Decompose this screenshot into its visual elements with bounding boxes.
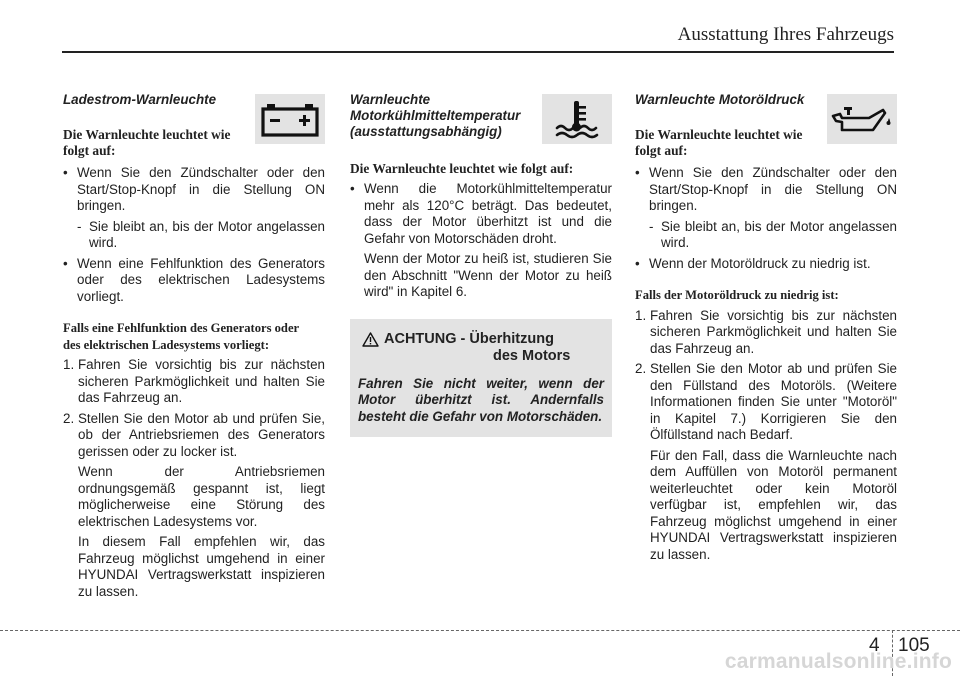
lead-line: Die Warnleuchte leuchtet wie: [63, 127, 231, 142]
caution-title-line: des Motors: [493, 347, 571, 364]
caution-heading: [358, 331, 604, 365]
step-number: 2.: [635, 361, 647, 376]
list-item: [635, 165, 897, 215]
step-number: 1.: [635, 307, 647, 323]
caution-title: [384, 331, 604, 365]
section-title-line: Motorkühlmitteltemperatur: [350, 108, 521, 123]
section-title: [350, 92, 540, 140]
page-number: 105: [898, 635, 930, 656]
paragraph: In diesem Fall empfehlen wir, das Fahrzeug möglichst umgehend in einer HYUNDAI Vertragswerkstatt inspizieren zu lassen.: [78, 534, 325, 599]
list-item: [63, 411, 325, 461]
section-head-text: [63, 92, 243, 159]
header-rule: [62, 51, 894, 53]
battery-icon: [255, 94, 325, 144]
section-head-text: [635, 92, 825, 159]
lead-text: [635, 127, 825, 159]
list-item-text: Sie bleibt an, bis der Motor angelassen wird.: [661, 218, 897, 250]
section-coolant-warning: [350, 92, 612, 437]
lead-line: Die Warnleuchte leuchtet wie: [635, 127, 803, 142]
lead-line: folgt auf:: [63, 143, 116, 158]
section-title-line: (ausstattungsabhängig): [350, 124, 502, 139]
lead-text: Die Warnleuchte leuchtet wie folgt auf:: [350, 161, 574, 176]
section-head: [63, 92, 325, 159]
bullet-marker: •: [635, 165, 640, 180]
page-header-title: Ausstattung Ihres Fahrzeugs: [677, 24, 894, 45]
list-item-text: Wenn Sie den Zündschalter oder den Start/Stop-Knopf in die Stellung ON bringen.: [649, 165, 897, 213]
section-head: [635, 92, 897, 159]
list-item-text: Wenn die Motorkühlmitteltemperatur mehr als 120°C beträgt. Das bedeutet, dass der Motor überhitzt ist und die Gefahr von Motorschäden droht.: [364, 181, 612, 246]
subheading-line: Falls eine Fehlfunktion des Generators oder: [63, 321, 300, 335]
footer-rule: [0, 630, 960, 631]
section-title: Warnleuchte Motoröldruck: [635, 92, 805, 107]
section-oil-pressure-warning: [635, 92, 897, 563]
chapter-number: 4: [869, 635, 880, 656]
subheading: [63, 320, 325, 353]
caution-box: [350, 319, 612, 438]
warning-triangle-icon: [362, 332, 384, 352]
paragraph: Für den Fall, dass die Warnleuchte nach dem Auffüllen von Motoröl permanent weiterleuchtet oder kein Motoröl verfügbar ist, empfehlen wir, das Fahrzeug möglichst umgehend in einer HYUNDAI Vertragswerkstatt inspizieren zu lassen.: [650, 447, 897, 562]
list-item-text: Sie bleibt an, bis der Motor angelassen wird.: [89, 218, 325, 250]
list-item: [635, 361, 897, 444]
caution-text: Fahren Sie nicht weiter, wenn der Motor überhitzt ist. Andernfalls besteht die Gefahr von Motorschäden.: [358, 375, 604, 424]
list-item-text: Stellen Sie den Motor ab und prüfen Sie den Füllstand des Motoröls. (Weitere Informationen finden Sie unter "Motoröl" in Kapitel 7.) Korrigieren Sie den Ölfüllstand nach Bedarf.: [650, 361, 897, 442]
list-item-text: Wenn Sie den Zündschalter oder den Start/Stop-Knopf in die Stellung ON bringen.: [77, 165, 325, 213]
list-item: [63, 219, 325, 252]
bullet-marker: •: [350, 181, 355, 196]
watermark: carmanualsonline.info: [724, 650, 952, 673]
list-item: [635, 308, 897, 358]
paragraph: Wenn der Antriebsriemen ordnungsgemäß gespannt ist, liegt möglicherweise eine Störung des elektrischen Ladesystems vor.: [78, 464, 325, 529]
list-item-text: Fahren Sie vorsichtig bis zur nächsten sicheren Parkmöglichkeit und halten Sie das Fahrzeug an.: [78, 357, 325, 405]
list-item-text: Wenn eine Fehlfunktion des Generators oder des elektrischen Ladesystems vorliegt.: [77, 255, 325, 304]
section-title-line: Warnleuchte: [350, 92, 431, 107]
list-item: [63, 357, 325, 407]
list-item: [350, 181, 612, 247]
caution-title-line: ACHTUNG - Überhitzung: [384, 330, 554, 347]
subheading: Falls der Motoröldruck zu niedrig ist:: [635, 288, 839, 302]
list-item-text: Stellen Sie den Motor ab und prüfen Sie, ob der Antriebsriemen des Generators gerissen oder zu locker ist.: [78, 410, 325, 459]
section-title: Ladestrom-Warnleuchte: [63, 92, 217, 107]
bullet-marker: •: [635, 255, 640, 271]
list-item: [635, 219, 897, 252]
list-item: [63, 165, 325, 215]
lead-text: [63, 127, 243, 159]
list-item-text: Wenn der Motoröldruck zu niedrig ist.: [649, 255, 871, 271]
dash-marker: -: [77, 218, 82, 234]
step-number: 1.: [63, 357, 75, 372]
bullet-marker: •: [63, 165, 68, 180]
subheading-line: des elektrischen Ladesystems vorliegt:: [63, 337, 270, 352]
coolant-temperature-icon: [542, 94, 612, 144]
list-item-text: Fahren Sie vorsichtig bis zur nächsten sicheren Parkmöglichkeit und halten Sie das Fahrzeug an.: [650, 307, 897, 356]
dash-marker: -: [649, 218, 654, 234]
section-charging-warning: [63, 92, 325, 600]
list-item: [63, 256, 325, 306]
lead-line: folgt auf:: [635, 143, 688, 158]
step-number: 2.: [63, 410, 75, 426]
oil-pressure-icon: [827, 94, 897, 144]
list-item: [635, 256, 897, 273]
paragraph: Wenn der Motor zu heiß ist, studieren Sie den Abschnitt "Wenn der Motor zu heiß wird" in Kapitel 6.: [364, 251, 612, 299]
section-head: [350, 92, 612, 144]
bullet-marker: •: [63, 255, 68, 271]
